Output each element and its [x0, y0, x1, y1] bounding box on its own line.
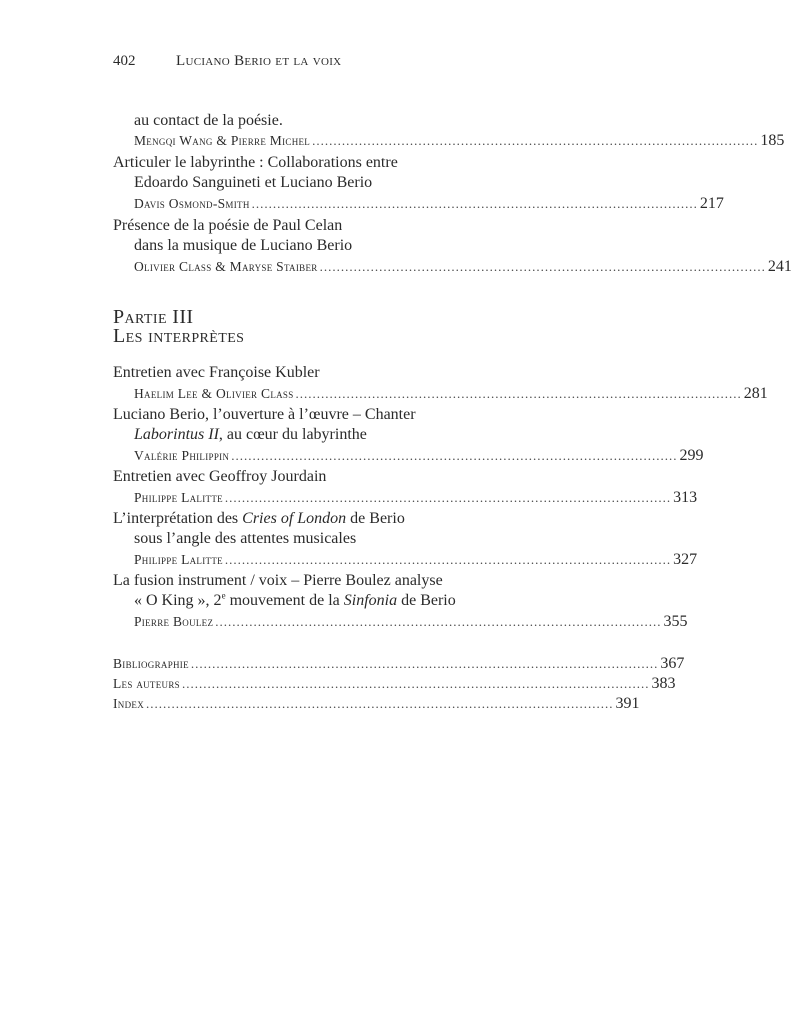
part-label: Partie III	[113, 306, 194, 328]
back-matter-authors[interactable]	[113, 674, 676, 694]
title-text: de Berio	[346, 510, 405, 527]
toc-entry-title-line: Entretien avec Geoffroy Jourdain	[113, 468, 327, 485]
back-matter-index[interactable]	[113, 694, 640, 714]
title-text: de Berio	[397, 592, 456, 609]
leader-dots: .........................................................................................................	[251, 196, 698, 211]
leader-dots: ..............................................................................................................	[181, 676, 650, 691]
toc-entry-author: Pierre Boulez	[134, 614, 214, 629]
running-header	[113, 50, 573, 72]
toc-entry-title-line: La fusion instrument / voix – Pierre Boulez analyse	[113, 572, 443, 589]
back-matter-label: Bibliographie	[113, 656, 189, 671]
leader-dots: .........................................................................................................	[319, 259, 766, 274]
toc-entry-author-line[interactable]	[134, 612, 688, 632]
toc-entry-title-line: Edoardo Sanguineti et Luciano Berio	[134, 174, 373, 191]
back-matter-page: 367	[660, 655, 685, 672]
toc-entry-title-line: sous l’angle des attentes musicales	[134, 530, 357, 547]
leader-dots: .........................................................................................................	[224, 490, 672, 505]
toc-entry-title-line	[134, 591, 568, 611]
work-title: Sinfonia	[343, 592, 398, 609]
leader-dots: .........................................................................................................	[312, 133, 759, 148]
toc-entry-title-line	[134, 425, 568, 445]
toc-entry-page: 241	[767, 258, 792, 275]
toc-entry-title-line: Luciano Berio, l’ouverture à l’œuvre – Chanter	[113, 406, 416, 423]
leader-dots: .........................................................................................................	[224, 552, 672, 567]
back-matter-page: 391	[615, 695, 640, 712]
toc-entry-title-line	[113, 509, 568, 529]
toc-entry-author-line[interactable]	[134, 550, 698, 570]
toc-entry-author: Haelim Lee & Olivier Class	[134, 386, 294, 401]
title-text: mouvement de la	[225, 592, 344, 609]
toc-entry-author: Philippe Lalitte	[134, 552, 223, 567]
toc-entry-title-line: Entretien avec Françoise Kubler	[113, 364, 320, 381]
toc-entry-author: Mengqi Wang & Pierre Michel	[134, 133, 311, 148]
toc-entry-page: 313	[673, 489, 698, 506]
back-matter-bibliography[interactable]	[113, 654, 685, 674]
toc-entry-author: Davis Osmond-Smith	[134, 196, 250, 211]
toc-entry-author-line[interactable]	[134, 446, 704, 466]
back-matter-label: Les auteurs	[113, 676, 180, 691]
toc-entry-author: Valérie Philippin	[134, 448, 230, 463]
toc-entry-page: 327	[673, 551, 698, 568]
title-text: L’interprétation des	[113, 510, 243, 527]
title-text: « O King », 2	[134, 592, 222, 609]
toc-entry-author: Olivier Class & Maryse Staiber	[134, 259, 318, 274]
toc-entry-author-line[interactable]	[134, 257, 792, 277]
toc-entry-title-line: au contact de la poésie.	[134, 112, 283, 129]
toc-entry-author-line[interactable]	[134, 488, 698, 508]
title-text: , au cœur du labyrinthe	[218, 426, 367, 443]
toc-entry-page: 281	[743, 385, 768, 402]
page-number: 402	[113, 53, 136, 69]
leader-dots: ..............................................................................................................	[146, 696, 614, 711]
toc-entry-title-line: dans la musique de Luciano Berio	[134, 237, 353, 254]
work-title: Cries of London	[242, 510, 347, 527]
leader-dots: .........................................................................................................	[231, 448, 678, 463]
leader-dots: ..............................................................................................................	[190, 656, 659, 671]
back-matter-label: Index	[113, 696, 144, 711]
toc-entry-author-line[interactable]	[134, 131, 785, 151]
toc-entry-title-line: Présence de la poésie de Paul Celan	[113, 217, 343, 234]
toc-entry-author-line[interactable]	[134, 194, 724, 214]
toc-entry-title-line: Articuler le labyrinthe : Collaborations entre	[113, 154, 398, 171]
toc-entry-page: 185	[760, 132, 785, 149]
work-title: Laborintus II	[134, 426, 219, 443]
leader-dots: .........................................................................................................	[215, 614, 662, 629]
superscript: e	[221, 590, 226, 601]
running-title: Luciano Berio et la voix	[176, 53, 342, 69]
toc-entry-page: 299	[679, 447, 704, 464]
back-matter-page: 383	[651, 675, 676, 692]
toc-entry-author-line[interactable]	[134, 384, 768, 404]
toc-entry-page: 217	[699, 195, 724, 212]
toc-entry-page: 355	[663, 613, 688, 630]
leader-dots: .........................................................................................................	[295, 386, 742, 401]
part-title: Les interprètes	[113, 325, 245, 347]
toc-entry-author: Philippe Lalitte	[134, 490, 223, 505]
